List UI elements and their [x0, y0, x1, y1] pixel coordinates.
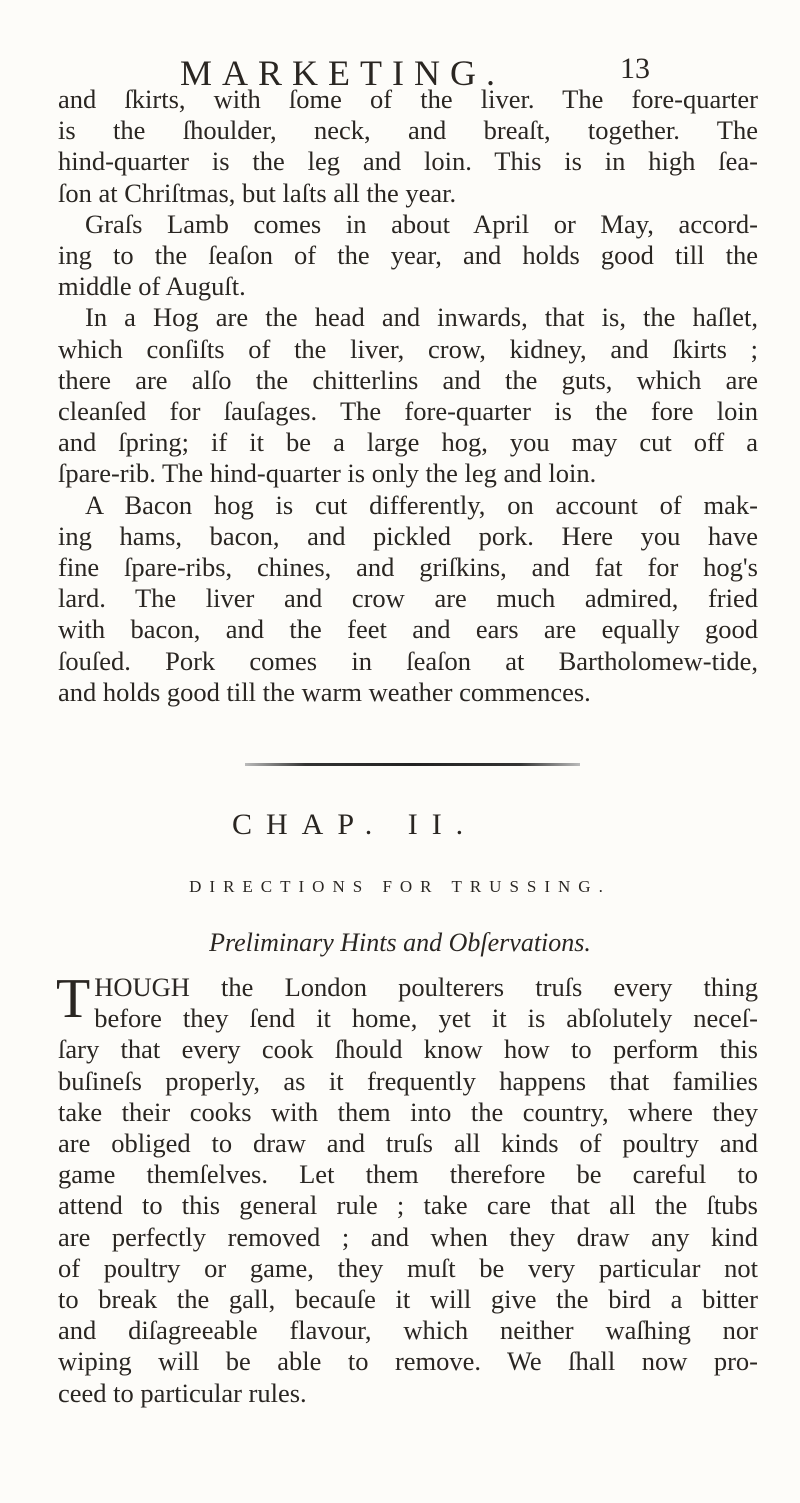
text-line: ſary that every cook ſhould know how to perform this: [58, 1034, 758, 1065]
text-line: attend to this general rule ; take care that all the ſtubs: [58, 1190, 758, 1221]
text-line: take their cooks with them into the country, where they: [58, 1096, 758, 1127]
running-title: MARKETING.: [180, 53, 505, 93]
text-line: and ſkirts, with ſome of the liver. The fore-quarter: [58, 84, 758, 114]
text-line: A Bacon hog is cut differently, on account of mak-: [85, 489, 758, 520]
body-text-bottom: [56, 968, 758, 1409]
text-line: hind-quarter is the leg and loin. This is in high ſea-: [58, 146, 758, 177]
text-line: and ſpring; if it be a large hog, you may cut off a: [58, 427, 758, 458]
text-line: ſouſed. Pork comes in ſeaſon at Bartholomew-tide,: [58, 645, 758, 676]
text-line: and holds good till the warm weather commences.: [58, 676, 591, 707]
page-number: 13: [620, 52, 650, 85]
text-line: ceed to particular rules.: [58, 1377, 307, 1408]
text-line: to break the gall, becauſe it will give the bird a bitter: [58, 1284, 758, 1315]
text-line: Graſs Lamb comes in about April or May, accord-: [85, 208, 758, 239]
text-line: which conſiſts of the liver, crow, kidney, and ſkirts ;: [58, 333, 758, 364]
section-heading: Preliminary Hints and Obſervations.: [209, 928, 591, 957]
text-line: are obliged to draw and truſs all kinds of poultry and: [58, 1128, 758, 1159]
text-line: and diſagreeable flavour, which neither waſhing nor: [58, 1315, 758, 1346]
drop-cap: T: [56, 968, 91, 1030]
chapter-divider-rule: [245, 763, 580, 766]
text-line: of poultry or game, they muſt be very particular not: [58, 1252, 758, 1283]
text-line: before they ſend it home, yet it is abſolutely neceſ-: [94, 1003, 758, 1034]
text-line: is the ſhoulder, neck, and breaſt, together. The: [58, 115, 758, 146]
text-line: ing to the ſeaſon of the year, and holds good till the: [58, 240, 758, 271]
text-line: ing hams, bacon, and pickled pork. Here you have: [58, 520, 758, 551]
body-text-top: [58, 84, 758, 708]
text-line: there are alſo the chitterlins and the guts, which are: [58, 364, 758, 395]
text-line: lard. The liver and crow are much admired, fried: [58, 583, 758, 614]
text-line: fine ſpare-ribs, chines, and griſkins, and fat for hog's: [58, 552, 758, 583]
text-line: ſpare-rib. The hind-quarter is only the leg and loin.: [58, 458, 597, 489]
text-line: wiping will be able to remove. We ſhall now pro-: [58, 1346, 758, 1377]
text-line: ſon at Chriſtmas, but laſts all the year.: [58, 177, 457, 208]
text-line: cleanſed for ſauſages. The fore-quarter is the fore loin: [58, 396, 758, 427]
chapter-title: CHAP. II.: [232, 808, 478, 841]
text-line: HOUGH the London poulterers truſs every thing: [94, 972, 758, 1002]
text-line: game themſelves. Let them therefore be careful to: [58, 1159, 758, 1190]
text-line: buſineſs properly, as it frequently happens that families: [58, 1065, 758, 1096]
text-line: In a Hog are the head and inwards, that is, the haſlet,: [85, 302, 758, 333]
text-line: middle of Auguſt.: [58, 271, 246, 302]
chapter-subtitle: DIRECTIONS FOR TRUSSING.: [189, 877, 611, 896]
text-line: are perfectly removed ; and when they draw any kind: [58, 1221, 758, 1252]
text-line: with bacon, and the feet and ears are equally good: [58, 614, 758, 645]
